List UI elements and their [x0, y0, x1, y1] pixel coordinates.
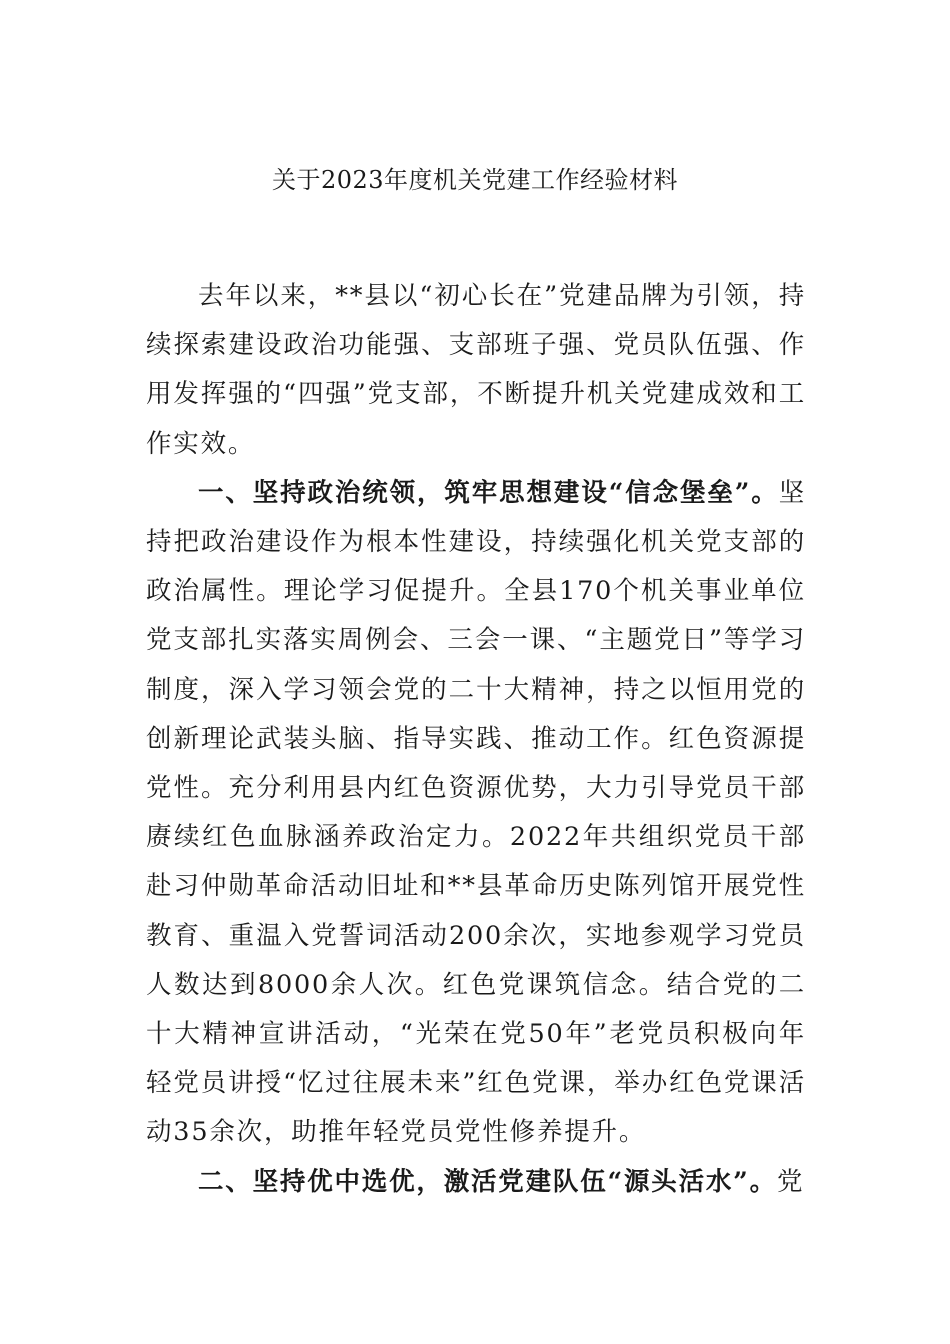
section-two-paragraph: [146, 1158, 806, 1207]
paragraph-text: 党: [776, 1166, 805, 1197]
document-title: 关于2023年度机关党建工作经验材料: [271, 166, 679, 194]
intro-paragraph: [146, 272, 806, 469]
section-heading: 一、坚持政治统领，筑牢思想建设“信念堡垒”。: [198, 477, 779, 508]
document-body: [146, 272, 806, 1207]
paragraph-text: 去年以来，**县以“初心长在”党建品牌为引领，持续探索建设政治功能强、支部班子强、党员队伍强、作用发挥强的“四强”党支部，不断提升机关党建成效和工作实效。: [146, 281, 806, 459]
section-one-paragraph: [146, 469, 806, 1158]
paragraph-text: 坚持把政治建设作为根本性建设，持续强化机关党支部的政治属性。理论学习促提升。全县170个机关事业单位党支部扎实落实周例会、三会一课、“主题党日”等学习制度，深入学习领会党的二十大精神，持之以恒用党的创新理论武装头脑、指导实践、推动工作。红色资源提党性。充分利用县内红色资源优势，大力引导党员干部赓续红色血脉涵养政治定力。2022年共组织党员干部赴习仲勋革命活动旧址和**县革命历史陈列馆开展党性教育、重温入党誓词活动200余次，实地参观学习党员人数达到8000余人次。红色党课筑信念。结合党的二十大精神宣讲活动，“光荣在党50年”老党员积极向年轻党员讲授“忆过往展未来”红色党课，举办红色党课活动35余次，助推年轻党员党性修养提升。: [146, 477, 806, 1148]
section-heading: 二、坚持优中选优，激活党建队伍“源头活水”。: [198, 1166, 777, 1197]
